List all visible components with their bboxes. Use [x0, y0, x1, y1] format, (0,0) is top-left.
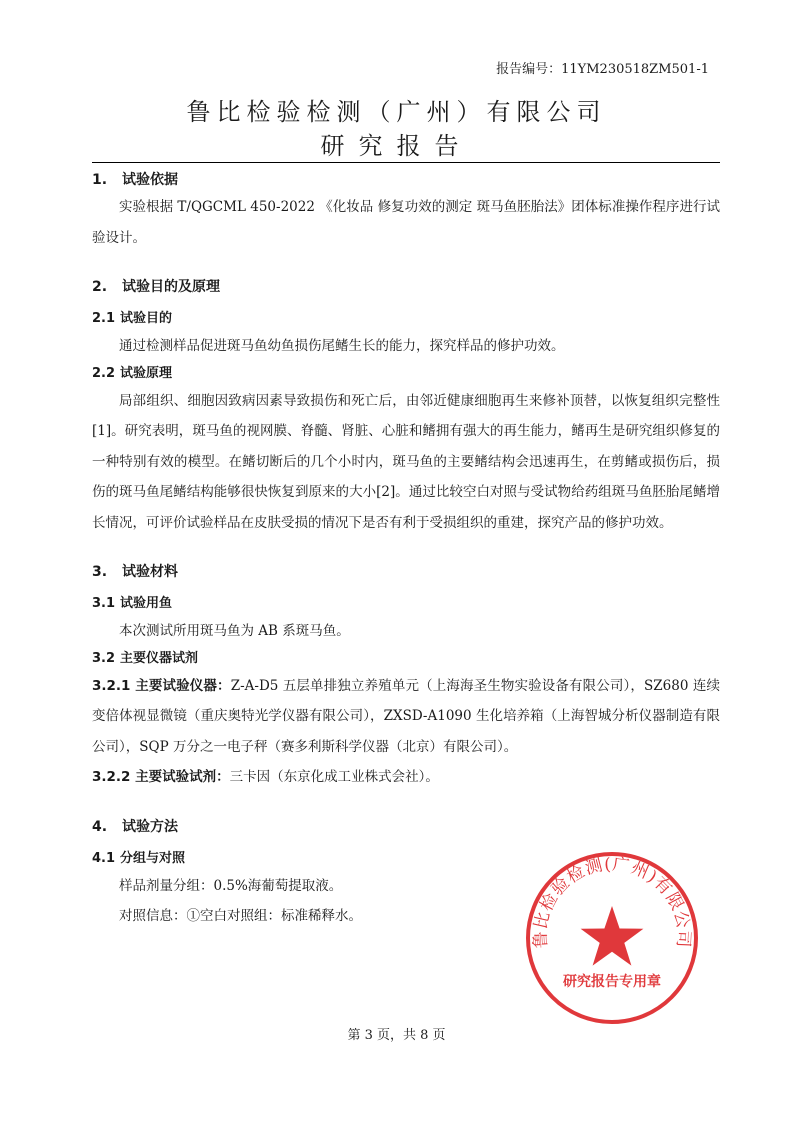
- section-title: 试验依据: [122, 172, 178, 188]
- subsection-number: 3.2: [92, 650, 116, 666]
- subsection-2-1-paragraph: 通过检测样品促进斑马鱼幼鱼损伤尾鳍生长的能力，探究样品的修护功效。: [119, 338, 565, 354]
- section-number: 2.: [92, 279, 108, 295]
- section-title: 试验方法: [122, 818, 178, 835]
- section-1-paragraph: 实验根据 T/QGCML 450-2022 《化妆品 修复功效的测定 斑马鱼胚胎法》团体标准操作程序进行试验设计。: [92, 199, 720, 246]
- subsection-title: 分组与对照: [120, 850, 186, 866]
- subsection-2-2-heading: [92, 362, 720, 386]
- header-divider: [92, 162, 720, 163]
- subsection-2-2-paragraph: 局部组织、细胞因致病因素导致损伤和死亡后，由邻近健康细胞再生来修补顶替，以恢复组织完整性[1]。研究表明，斑马鱼的视网膜、脊髓、肾脏、心脏和鳍拥有强大的再生能力，鳍再生是研究组织修复的一种特别有效的模型。在鳍切断后的几个小时内，斑马鱼的主要鳍结构会迅速再生，在剪鳍或损伤后，损伤的斑马鱼尾鳍结构能够很快恢复到原来的大小[2]。通过比较空白对照与受试物给药组斑马鱼胚胎尾鳍增长情况，可评价试验样品在皮肤受损的情况下是否有利于受损组织的重建，探究产品的修护功效。: [92, 392, 720, 531]
- instruments-label: 3.2.1 主要试验仪器：: [92, 677, 231, 694]
- instruments-paragraph: [92, 671, 720, 763]
- subsection-3-1-heading: [92, 592, 720, 616]
- section-title: 试验目的及原理: [122, 279, 220, 295]
- seal-ring-text: 鲁比检验检测(广州)有限公司: [530, 854, 694, 949]
- seal-bottom-text: 研究报告专用章: [563, 974, 661, 990]
- subsection-number: 2.1: [92, 311, 116, 326]
- subsection-number: 3.1: [92, 596, 116, 611]
- page-number: 第 3 页，共 8 页: [347, 1028, 446, 1043]
- reagents-paragraph: [92, 762, 720, 793]
- report-number: 报告编号：11YM230518ZM501-1: [496, 62, 709, 77]
- section-number: 4.: [92, 818, 108, 835]
- instruments-text: Z-A-D5 五层单排独立养殖单元（上海海圣生物实验设备有限公司），SZ680 连续变倍体视显微镜（重庆奥特光学仪器有限公司），ZXSD-A1090 生化培养箱（上海智城分析仪器制造有限公司），SQP 万分之一电子秤（赛多利斯科学仪器（北京）有限公司）。: [92, 677, 720, 755]
- subsection-title: 主要仪器试剂: [120, 650, 199, 666]
- subsection-number: 4.1: [92, 850, 116, 866]
- subsection-title: 试验目的: [120, 311, 173, 326]
- section-4-heading: [92, 815, 720, 839]
- subsection-3-2-heading: [92, 647, 720, 671]
- subsection-3-1-paragraph: 本次测试所用斑马鱼为 AB 系斑马鱼。: [119, 623, 350, 639]
- section-number: 3.: [92, 564, 108, 580]
- company-seal: [522, 848, 702, 1028]
- section-3-heading: [92, 560, 720, 584]
- company-title: 鲁比检验检测（广州）有限公司: [186, 98, 607, 126]
- subsection-number: 2.2: [92, 365, 116, 381]
- subsection-title: 试验用鱼: [120, 596, 173, 611]
- sample-dose-line: 样品剂量分组：0.5%海葡萄提取液。: [119, 877, 343, 894]
- report-body: [92, 168, 720, 932]
- section-number: 1.: [92, 172, 108, 188]
- reagents-text: 三卡因（东京化成工业株式会社）。: [229, 769, 439, 785]
- section-2-heading: [92, 275, 720, 299]
- seal-star-icon: [581, 906, 644, 966]
- section-title: 试验材料: [122, 564, 178, 580]
- reagents-label: 3.2.2 主要试验试剂：: [92, 769, 230, 785]
- subsection-title: 试验原理: [120, 365, 173, 381]
- subsection-2-1-heading: [92, 307, 720, 331]
- section-1-heading: [92, 168, 720, 192]
- report-title: 研究报告: [320, 132, 473, 160]
- control-info-line: 对照信息：①空白对照组：标准稀释水。: [119, 908, 362, 924]
